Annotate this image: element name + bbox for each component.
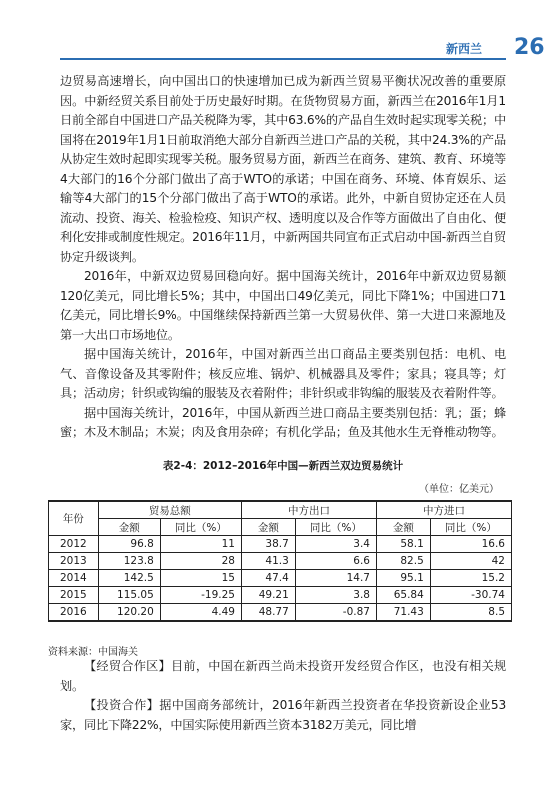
sub-header: 同比（%） <box>430 519 511 536</box>
table-cell: 38.7 <box>241 536 295 553</box>
table-cell-year: 2015 <box>49 587 99 604</box>
table-cell: 123.8 <box>98 553 160 570</box>
year-header: 年份 <box>49 501 99 536</box>
table-cell: 115.05 <box>98 587 160 604</box>
sub-header: 金额 <box>98 519 160 536</box>
page-number: 26 <box>514 35 545 60</box>
table-cell: 42 <box>430 553 511 570</box>
table-cell: 3.8 <box>295 587 376 604</box>
paragraph-economic-zone: 【经贸合作区】目前，中国在新西兰尚未投资开发经贸合作区，也没有相关规划。 <box>60 659 506 693</box>
table-cell: 120.20 <box>98 604 160 622</box>
table-cell: 48.77 <box>241 604 295 622</box>
table-row <box>49 536 512 553</box>
group-header-total: 贸易总额 <box>98 501 241 519</box>
table-cell: 15 <box>160 570 241 587</box>
table-cell: 49.21 <box>241 587 295 604</box>
table-cell: 41.3 <box>241 553 295 570</box>
body-text-bottom <box>60 657 506 735</box>
paragraph-trade-agreement: 边贸易高速增长，向中国出口的快速增加已成为新西兰贸易平衡状况改善的重要原因。中新经贸关系目前处于历史最好时期。在货物贸易方面，新西兰在2016年1月1日前全部自中国进口产品关税降为零，其中63.6%的产品自生效时起实现零关税；中国将在2019年1月1日前取消绝大部分自新西兰进口产品的关税，其中24.3%的产品从协定生效时起即实现零关税。服务贸易方面，新西兰在商务、建筑、教育、环境等4大部门的16个分部门做出了高于WTO的承诺；中国在商务、环境、体育娱乐、运输等4大部门的15个分部门做出了高于WTO的承诺。此外，中新自贸协定还在人员流动、投资、海关、检验检疫、知识产权、透明度以及合作等方面做出了自由化、便利化安排或制度性规定。2016年11月，中新两国共同宣布正式启动中国-新西兰自贸协定升级谈判。 <box>60 74 506 264</box>
table-row <box>49 587 512 604</box>
trade-statistics-table <box>48 500 512 622</box>
sub-header: 金额 <box>376 519 430 536</box>
table-cell: 142.5 <box>98 570 160 587</box>
table-cell: 8.5 <box>430 604 511 622</box>
body-text-top <box>60 72 506 443</box>
header-title: 新西兰 <box>446 42 483 56</box>
table-cell-year: 2012 <box>49 536 99 553</box>
table-cell: 14.7 <box>295 570 376 587</box>
table-cell: 28 <box>160 553 241 570</box>
table-cell: 96.8 <box>98 536 160 553</box>
table-cell: 16.6 <box>430 536 511 553</box>
sub-header: 金额 <box>241 519 295 536</box>
table-cell-year: 2013 <box>49 553 99 570</box>
table-cell: 65.84 <box>376 587 430 604</box>
table-cell: 82.5 <box>376 553 430 570</box>
table-cell: -30.74 <box>430 587 511 604</box>
paragraph-import-categories: 据中国海关统计，2016年，中国从新西兰进口商品主要类别包括：乳；蛋；蜂蜜；木及木制品；木炭；肉及食用杂碎；有机化学品；鱼及其他水生无脊椎动物等。 <box>60 405 506 439</box>
table-cell: 15.2 <box>430 570 511 587</box>
table-cell-year: 2014 <box>49 570 99 587</box>
sub-header: 同比（%） <box>160 519 241 536</box>
table-cell: 58.1 <box>376 536 430 553</box>
table-cell: 6.6 <box>295 553 376 570</box>
table-cell: -19.25 <box>160 587 241 604</box>
table-cell: -0.87 <box>295 604 376 622</box>
table-cell: 11 <box>160 536 241 553</box>
paragraph-investment: 【投资合作】据中国商务部统计，2016年新西兰投资者在华投资新设企业53家，同比下降22%，中国实际使用新西兰资本3182万美元，同比增 <box>60 698 506 732</box>
table-row <box>49 604 512 622</box>
table-row <box>49 570 512 587</box>
header-bar <box>60 58 506 60</box>
table-cell: 95.1 <box>376 570 430 587</box>
paragraph-bilateral-trade: 2016年，中新双边贸易回稳向好。据中国海关统计，2016年中新双边贸易额120亿美元，同比增长5%；其中，中国出口49亿美元，同比下降1%；中国进口71亿美元，同比增长9%。中国继续保持新西兰第一大贸易伙伴、第一大进口来源地及第一大出口市场地位。 <box>60 269 506 342</box>
table-source: 资料来源：中国海关 <box>48 647 138 658</box>
table-cell: 71.43 <box>376 604 430 622</box>
table-cell-year: 2016 <box>49 604 99 622</box>
paragraph-export-categories: 据中国海关统计，2016年，中国对新西兰出口商品主要类别包括：电机、电气、音像设备及其零附件；核反应堆、锅炉、机械器具及零件；家具；寝具等；灯具；活动房；针织或钩编的服装及衣着附件；非针织或非钩编的服装及衣着附件等。 <box>60 347 506 400</box>
group-header-import: 中方进口 <box>376 501 511 519</box>
group-header-export: 中方出口 <box>241 501 376 519</box>
table-cell: 3.4 <box>295 536 376 553</box>
table-title: 表2-4：2012–2016年中国—新西兰双边贸易统计 <box>162 460 404 472</box>
table-unit: （单位：亿美元） <box>419 484 499 495</box>
table-cell: 47.4 <box>241 570 295 587</box>
sub-header: 同比（%） <box>295 519 376 536</box>
table-row <box>49 553 512 570</box>
table-cell: 4.49 <box>160 604 241 622</box>
